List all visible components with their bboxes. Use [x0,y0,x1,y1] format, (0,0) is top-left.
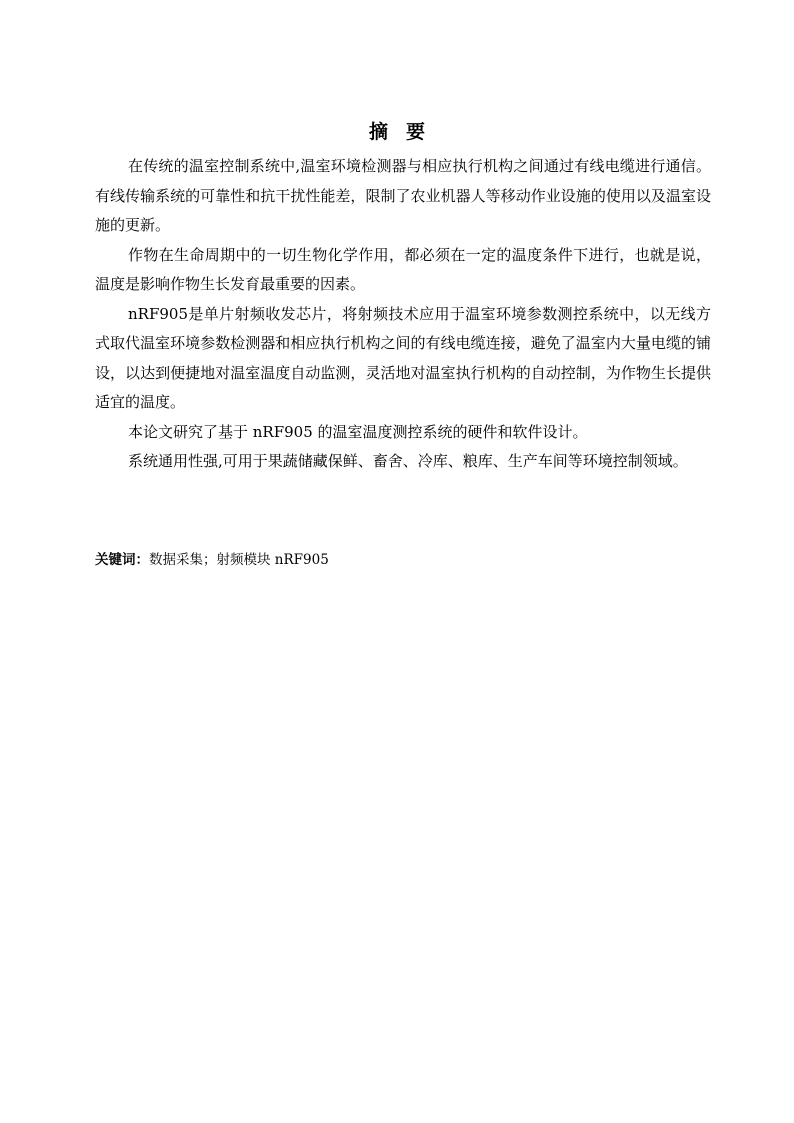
keywords-line [95,548,711,572]
abstract-paragraph-5: 系统通用性强,可用于果蔬储藏保鲜、畜舍、冷库、粮库、生产车间等环境控制领域。 [128,452,688,470]
abstract-paragraph-2: 作物在生命周期中的一切生物化学作用，都必须在一定的温度条件下进行，也就是说，温度是影响作物生长发育最重要的因素。 [95,245,711,293]
abstract-body [95,152,711,477]
abstract-paragraph-3: nRF905是单片射频收发芯片，将射频技术应用于温室环境参数测控系统中，以无线方式取代温室环境参数检测器和相应执行机构之间的有线电缆连接，避免了温室内大量电缆的铺设，以达到便捷地对温室温度自动监测，灵活地对温室执行机构的自动控制，为作物生长提供适宜的温度。 [95,304,711,411]
keywords-text: 数据采集；射频模块 nRF905 [149,552,329,568]
abstract-paragraph-1: 在传统的温室控制系统中,温室环境检测器与相应执行机构之间通过有线电缆进行通信。有线传输系统的可靠性和抗干扰性能差，限制了农业机器人等移动作业设施的使用以及温室设施的更新。 [95,157,711,234]
keywords-label: 关键词： [95,552,149,568]
abstract-title: 摘要 [368,121,443,143]
abstract-paragraph-4: 本论文研究了基于 nRF905 的温室温度测控系统的硬件和软件设计。 [128,422,588,441]
